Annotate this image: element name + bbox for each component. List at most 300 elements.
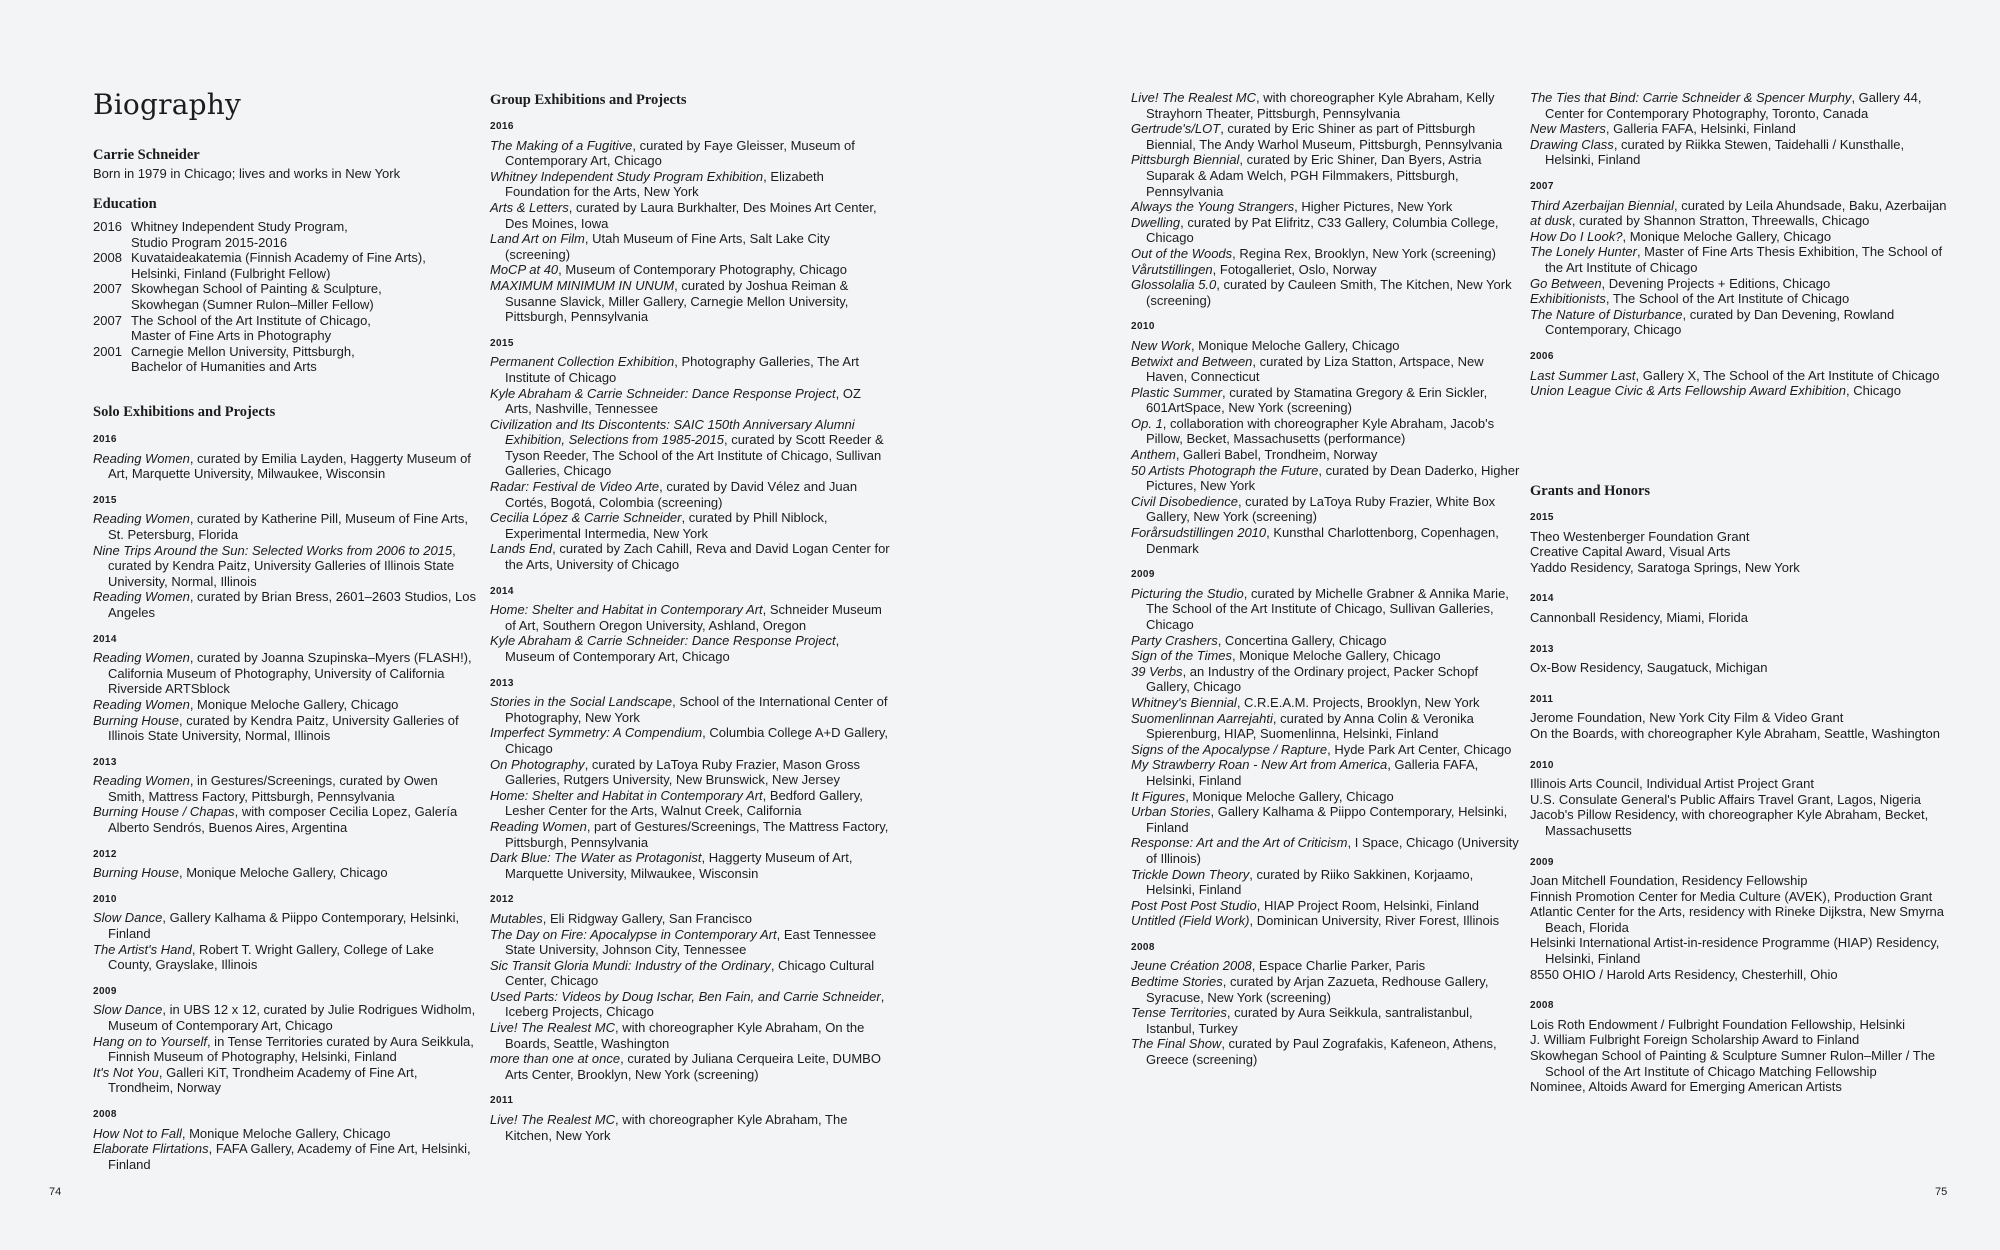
group-exhibition-year: 2008 xyxy=(1131,941,1155,953)
group-exhibition-title: Glossolalia 5.0 xyxy=(1131,277,1217,293)
education-line: Skowhegan School of Painting & Sculpture, xyxy=(131,281,382,297)
group-exhibition-details: , Chicago xyxy=(1846,383,1901,399)
group-exhibition-item xyxy=(1131,958,1521,974)
group-exhibition-item xyxy=(1131,1036,1521,1067)
solo-exhibition-title: Reading Women xyxy=(93,773,190,789)
group-exhibition-item xyxy=(1131,121,1521,152)
group-exhibition-details: , curated by Joshua Reiman & Susanne Slavick, Miller Gallery, Carnegie Mellon University, Pittsburgh, Pennsylvania xyxy=(505,277,849,325)
group-exhibition-details: , curated by Michelle Grabner & Annika Marie, The School of the Art Institute of Chicago, Sullivan Galleries, Chicago xyxy=(1146,585,1509,632)
group-exhibition-details: , part of Gestures/Screenings, The Mattress Factory, Pittsburgh, Pennsylvania xyxy=(505,818,889,850)
page-number-right: 75 xyxy=(1935,1186,1948,1198)
artist-bio: Born in 1979 in Chicago; lives and works in New York xyxy=(93,165,401,181)
group-exhibition-item xyxy=(490,138,890,169)
group-exhibition-title: Third Azerbaijan Biennial xyxy=(1530,197,1675,213)
group-exhibition-title: Home: Shelter and Habitat in Contemporary Art xyxy=(490,787,763,803)
group-exhibition-item xyxy=(1530,244,1950,275)
group-exhibition-item xyxy=(1530,213,1950,229)
group-exhibition-title: MAXIMUM MINIMUM IN UNUM xyxy=(490,277,675,293)
group-exhibition-item xyxy=(1530,291,1950,307)
grant-item: Ox-Bow Residency, Saugatuck, Michigan xyxy=(1530,660,1768,676)
group-exhibition-title: Post Post Post Studio xyxy=(1131,897,1257,913)
education-line: Helsinki, Finland (Fulbright Fellow) xyxy=(131,265,331,281)
group-exhibition-item xyxy=(1131,664,1521,695)
solo-exhibition-item xyxy=(93,1126,478,1142)
group-exhibition-title: Whitney's Biennial xyxy=(1131,694,1237,710)
group-exhibition-details: , Espace Charlie Parker, Paris xyxy=(1251,958,1426,974)
education-text xyxy=(131,313,371,344)
group-exhibition-item xyxy=(490,386,890,417)
group-exhibition-details: , East Tennessee State University, Johnson City, Tennessee xyxy=(505,926,877,958)
group-exhibition-item xyxy=(490,850,890,881)
group-exhibition-title: Tense Territories xyxy=(1131,1005,1227,1021)
group-exhibition-title: Permanent Collection Exhibition xyxy=(490,354,675,370)
group-exhibition-title: New Masters xyxy=(1530,121,1606,137)
group-exhibition-details: , Concertina Gallery, Chicago xyxy=(1217,632,1387,648)
group-exhibition-title: Vårutstillingen xyxy=(1131,261,1213,277)
grant-item: Atlantic Center for the Arts, residency with Rineke Dijkstra, New Smyrna Beach, Florida xyxy=(1530,904,1944,935)
group-exhibition-item xyxy=(1131,648,1521,664)
group-exhibition-item xyxy=(1131,633,1521,649)
group-exhibition-item xyxy=(1131,835,1521,866)
group-exhibition-year: 2006 xyxy=(1530,350,1554,362)
grant-item: Cannonball Residency, Miami, Florida xyxy=(1530,609,1748,625)
group-exhibition-details: , curated by Dan Devening, Rowland Contemporary, Chicago xyxy=(1545,306,1895,338)
grant-year: 2009 xyxy=(1530,856,1554,868)
group-exhibition-item xyxy=(490,479,890,510)
group-exhibition-item xyxy=(1530,121,1950,137)
group-exhibition-title: Used Parts: Videos by Doug Ischar, Ben Fain, and Carrie Schneider xyxy=(490,988,881,1004)
group-exhibition-details: , Monique Meloche Gallery, Chicago xyxy=(1185,788,1394,804)
group-exhibition-details: , curated by Anna Colin & Veronika Spierenburg, HIAP, Suomenlinna, Helsinki, Finland xyxy=(1146,710,1474,742)
solo-exhibition-details: , Monique Meloche Gallery, Chicago xyxy=(179,865,388,881)
group-exhibition-title: Always the Young Strangers xyxy=(1131,199,1295,215)
group-exhibition-item xyxy=(490,633,890,664)
solo-exhibition-year: 2015 xyxy=(93,494,117,506)
group-exhibition-item xyxy=(1530,307,1950,338)
group-exhibition-details: , Chicago Cultural Center, Chicago xyxy=(505,957,875,989)
solo-exhibition-year: 2010 xyxy=(93,893,117,905)
group-exhibition-details: , Galleri Babel, Trondheim, Norway xyxy=(1175,447,1378,463)
group-exhibition-title: Anthem xyxy=(1131,447,1176,463)
group-exhibition-title: Op. 1 xyxy=(1131,415,1163,431)
group-exhibition-title: Kyle Abraham & Carrie Schneider: Dance Response Project xyxy=(490,385,836,401)
group-exhibition-item xyxy=(490,354,890,385)
group-exhibition-details: , curated by Faye Gleisser, Museum of Contemporary Art, Chicago xyxy=(505,137,855,169)
grant-year: 2011 xyxy=(1530,693,1554,705)
group-exhibition-details: , curated by Arjan Zazueta, Redhouse Gallery, Syracuse, New York (screening) xyxy=(1146,974,1489,1005)
group-exhibition-details: , curated by David Vélez and Juan Cortés, Bogotá, Colombia (screening) xyxy=(505,479,858,510)
group-exhibition-details: , curated by Juliana Cerqueira Leite, DUMBO Arts Center, Brooklyn, New York (screening) xyxy=(505,1051,881,1082)
group-exhibition-item xyxy=(1131,525,1521,556)
solo-exhibition-item xyxy=(93,543,478,590)
solo-exhibition-year: 2013 xyxy=(93,756,117,768)
solo-exhibition-details: , in UBS 12 x 12, curated by Julie Rodrigues Widholm, Museum of Contemporary Art, Chicago xyxy=(108,1002,476,1033)
group-exhibition-item xyxy=(490,169,890,200)
group-exhibition-title: Sic Transit Gloria Mundi: Industry of the Ordinary xyxy=(490,957,771,973)
education-year: 2016 xyxy=(93,219,122,234)
group-exhibition-title: Gertrude's/LOT xyxy=(1131,121,1221,137)
group-exhibition-item xyxy=(1530,368,1950,384)
page-title: Biography xyxy=(93,88,241,121)
education-item xyxy=(93,281,493,312)
group-exhibition-details: , curated by Phill Niblock, Experimental Intermedia, New York xyxy=(505,510,828,541)
group-exhibition-item xyxy=(490,541,890,572)
group-exhibition-details: , curated by Leila Ahundsade, Baku, Azerbaijan xyxy=(1674,197,1947,213)
solo-exhibition-title: Burning House / Chapas xyxy=(93,804,235,820)
solo-exhibition-title: Reading Women xyxy=(93,650,190,666)
group-exhibition-item xyxy=(490,262,890,278)
group-exhibition-year: 2011 xyxy=(490,1095,514,1107)
solo-exhibition-item xyxy=(93,910,478,941)
solo-exhibition-details: , Gallery Kalhama & Piippo Contemporary, Helsinki, Finland xyxy=(108,910,460,942)
group-exhibition-details: , Gallery Kalhama & Piippo Contemporary, Helsinki, Finland xyxy=(1146,804,1508,835)
group-exhibition-title: How Do I Look? xyxy=(1530,228,1623,244)
education-text xyxy=(131,250,426,281)
solo-exhibition-title: Nine Trips Around the Sun: Selected Works from 2006 to 2015 xyxy=(93,542,453,558)
group-exhibition-details: , Dominican University, River Forest, Illinois xyxy=(1249,913,1500,929)
grant-item: Joan Mitchell Foundation, Residency Fellowship xyxy=(1530,873,1808,889)
solo-heading: Solo Exhibitions and Projects xyxy=(93,404,276,420)
group-exhibition-item xyxy=(1131,789,1521,805)
group-exhibition-title: Untitled (Field Work) xyxy=(1131,913,1250,929)
group-exhibition-title: My Strawberry Roan - New Art from America xyxy=(1131,757,1388,773)
group-list-1 xyxy=(490,119,890,1143)
group-exhibition-item xyxy=(1131,416,1521,447)
group-exhibition-details: , Eli Ridgway Gallery, San Francisco xyxy=(542,910,753,926)
education-line: Skowhegan (Sumner Rulon–Miller Fellow) xyxy=(131,296,374,312)
group-exhibition-item xyxy=(1530,229,1950,245)
group-exhibition-title: The Lonely Hunter xyxy=(1530,244,1637,260)
group-exhibition-item xyxy=(1131,90,1521,121)
group-exhibition-details: , Utah Museum of Fine Arts, Salt Lake City (screening) xyxy=(505,231,830,262)
group-exhibition-item xyxy=(490,231,890,262)
grant-item: Illinois Arts Council, Individual Artist Project Grant xyxy=(1530,776,1814,792)
group-exhibition-details: , curated by Eric Shiner, Dan Byers, Astria Suparak & Adam Welch, PGH Filmmakers, Pittsburgh, Pennsylvania xyxy=(1146,152,1482,199)
group-exhibition-item xyxy=(1530,383,1950,399)
group-exhibition-year: 2007 xyxy=(1530,180,1554,192)
education-year: 2001 xyxy=(93,343,122,359)
solo-exhibition-title: Elaborate Flirtations xyxy=(93,1141,209,1157)
group-exhibition-title: On Photography xyxy=(490,756,585,772)
group-exhibition-title: Trickle Down Theory xyxy=(1131,866,1250,882)
group-exhibition-details: , Museum of Contemporary Art, Chicago xyxy=(505,633,840,664)
solo-exhibition-details: , Monique Meloche Gallery, Chicago xyxy=(181,1125,391,1141)
education-item xyxy=(93,219,493,250)
group-exhibition-item xyxy=(1131,586,1521,633)
group-exhibition-item xyxy=(490,788,890,819)
group-exhibition-year: 2010 xyxy=(1131,321,1155,333)
solo-exhibition-item xyxy=(93,589,478,620)
group-exhibition-details: , Haggerty Museum of Art, Marquette University, Milwaukee, Wisconsin xyxy=(505,850,853,881)
group-exhibition-details: , Schneider Museum of Art, Southern Oregon University, Ashland, Oregon xyxy=(505,602,882,633)
solo-exhibition-title: Reading Women xyxy=(93,696,190,712)
solo-exhibition-item xyxy=(93,697,478,713)
group-exhibition-title: Arts & Letters xyxy=(490,199,569,215)
group-exhibition-item xyxy=(490,1051,890,1082)
group-exhibition-details: , Bedford Gallery, Lesher Center for the Arts, Walnut Creek, California xyxy=(505,787,863,819)
group-exhibition-details: , curated by Riiko Sakkinen, Korjaamo, Helsinki, Finland xyxy=(1146,866,1474,898)
group-exhibition-title: Imperfect Symmetry: A Compendium xyxy=(490,725,703,741)
solo-exhibition-item xyxy=(93,713,478,744)
solo-exhibition-title: Reading Women xyxy=(93,511,190,527)
group-exhibition-title: Union League Civic & Arts Fellowship Award Exhibition xyxy=(1530,383,1847,399)
group-exhibition-details: , Elizabeth Foundation for the Arts, New York xyxy=(505,168,824,200)
solo-exhibition-item xyxy=(93,865,478,881)
group-exhibition-details: , curated by Scott Reeder & Tyson Reeder, The School of the Art Institute of Chicago, Sullivan Galleries, Chicago xyxy=(505,432,884,479)
solo-exhibition-item xyxy=(93,773,478,804)
group-exhibition-title: Dark Blue: The Water as Protagonist xyxy=(490,850,702,866)
group-exhibition-item xyxy=(1131,338,1521,354)
group-exhibition-title: Picturing the Studio xyxy=(1131,585,1244,601)
education-line: Whitney Independent Study Program, xyxy=(131,219,348,234)
group-exhibition-title: Sign of the Times xyxy=(1131,648,1233,664)
group-exhibition-title: Land Art on Film xyxy=(490,231,585,247)
solo-exhibition-title: Slow Dance xyxy=(93,910,163,926)
grant-item: Helsinki International Artist-in-residence Programme (HIAP) Residency, Helsinki, Finland xyxy=(1530,935,1940,967)
group-exhibition-title: Suomenlinnan Aarrejahti xyxy=(1131,710,1273,726)
grant-item: Yaddo Residency, Saratoga Springs, New York xyxy=(1530,559,1800,575)
group-exhibition-title: Forårsudstillingen 2010 xyxy=(1131,525,1267,541)
group-exhibition-details: , curated by Stamatina Gregory & Erin Sickler, 601ArtSpace, New York (screening) xyxy=(1146,384,1488,416)
solo-exhibition-details: , in Tense Territories curated by Aura Seikkula, Finnish Museum of Photography, Helsinki, Finland xyxy=(108,1033,474,1065)
group-exhibition-details: , Hyde Park Art Center, Chicago xyxy=(1327,741,1512,757)
group-exhibition-item xyxy=(490,927,890,958)
group-exhibition-details: , C.R.E.A.M. Projects, Brooklyn, New York xyxy=(1236,694,1480,710)
education-line: Carnegie Mellon University, Pittsburgh, xyxy=(131,343,355,359)
solo-exhibition-details: , curated by Kendra Paitz, University Galleries of Illinois State University, Normal, Illinois xyxy=(108,542,456,589)
grant-item: Creative Capital Award, Visual Arts xyxy=(1530,544,1731,560)
group-exhibition-title: Home: Shelter and Habitat in Contemporary Art xyxy=(490,602,763,618)
group-exhibition-details: , curated by Shannon Stratton, Threewalls, Chicago xyxy=(1571,213,1870,229)
group-exhibition-title: Kyle Abraham & Carrie Schneider: Dance Response Project xyxy=(490,633,836,649)
group-exhibition-title: Out of the Woods xyxy=(1131,245,1233,261)
group-exhibition-title: Radar: Festival de Video Arte xyxy=(490,479,660,495)
education-line: Kuvataideakatemia (Finnish Academy of Fine Arts), xyxy=(131,250,426,266)
solo-exhibition-details: , curated by Kendra Paitz, University Galleries of Illinois State University, Normal, Illinois xyxy=(108,712,459,744)
group-exhibition-item xyxy=(1131,742,1521,758)
education-year: 2008 xyxy=(93,250,122,266)
group-exhibition-details: , Photography Galleries, The Art Institute of Chicago xyxy=(505,354,860,385)
group-exhibition-item xyxy=(1131,277,1521,308)
group-exhibition-item xyxy=(1131,215,1521,246)
group-exhibition-title: Reading Women xyxy=(490,818,587,834)
solo-exhibition-details: , curated by Brian Bress, 2601–2603 Studios, Los Angeles xyxy=(108,589,477,620)
solo-exhibition-details: , with composer Cecilia Lopez, Galería Alberto Sendrós, Buenos Aires, Argentina xyxy=(108,804,458,836)
group-exhibition-details: , OZ Arts, Nashville, Tennessee xyxy=(505,385,861,417)
group-exhibition-title: The Nature of Disturbance xyxy=(1530,306,1683,322)
group-exhibition-title: Exhibitionists xyxy=(1530,291,1606,307)
group-exhibition-details: , curated by Eric Shiner as part of Pittsburgh Biennial, The Andy Warhol Museum, Pittsburgh, Pennsylvania xyxy=(1146,121,1503,152)
grant-year: 2010 xyxy=(1530,759,1554,771)
grant-item: Jerome Foundation, New York City Film & Video Grant xyxy=(1530,710,1844,726)
group-exhibition-details: , Monique Meloche Gallery, Chicago xyxy=(1190,337,1400,353)
group-exhibition-details: , Kunsthal Charlottenborg, Copenhagen, Denmark xyxy=(1146,525,1499,556)
solo-exhibition-item xyxy=(93,650,478,697)
solo-exhibition-item xyxy=(93,1034,478,1065)
education-list xyxy=(93,219,493,375)
education-text xyxy=(131,281,382,312)
group-exhibition-title: The Day on Fire: Apocalypse in Contemporary Art xyxy=(490,926,777,942)
solo-exhibition-title: Burning House xyxy=(93,712,179,728)
group-exhibition-item xyxy=(1131,974,1521,1005)
grant-year: 2014 xyxy=(1530,593,1554,605)
group-exhibition-details: , I Space, Chicago (University of Illinois) xyxy=(1146,835,1519,866)
grant-item: Lois Roth Endowment / Fulbright Foundation Fellowship, Helsinki xyxy=(1530,1016,1906,1032)
group-exhibition-details: , an Industry of the Ordinary project, Packer Schopf Gallery, Chicago xyxy=(1146,663,1479,695)
group-exhibition-item xyxy=(1530,90,1950,121)
group-exhibition-details: , Gallery 44, Center for Contemporary Photography, Toronto, Canada xyxy=(1545,90,1922,121)
group-exhibition-details: , curated by Dean Daderko, Higher Pictures, New York xyxy=(1146,462,1520,494)
group-exhibition-title: Civilization and Its Discontents: SAIC 150th Anniversary Alumni Exhibition, Selections from 1985-2015 xyxy=(490,416,855,448)
grant-item: Jacob's Pillow Residency, with choreographer Kyle Abraham, Becket, Massachusetts xyxy=(1530,807,1929,838)
grant-year: 2013 xyxy=(1530,643,1554,655)
group-exhibition-item xyxy=(1131,898,1521,914)
group-exhibition-title: Plastic Summer xyxy=(1131,384,1223,400)
grants-list xyxy=(1530,510,1950,1095)
solo-exhibition-item xyxy=(93,1002,478,1033)
education-item xyxy=(93,250,493,281)
group-exhibition-details: , with choreographer Kyle Abraham, The Kitchen, New York xyxy=(505,1112,848,1143)
group-exhibition-item xyxy=(1131,494,1521,525)
group-exhibition-item xyxy=(1131,262,1521,278)
group-exhibition-title: Whitney Independent Study Program Exhibition xyxy=(490,168,764,184)
group-exhibition-details: , curated by Pat Elifritz, C33 Gallery, Columbia College, Chicago xyxy=(1146,214,1499,246)
solo-exhibition-year: 2012 xyxy=(93,848,117,860)
group-exhibition-item xyxy=(1131,867,1521,898)
education-item xyxy=(93,344,493,375)
group-exhibition-title: The Final Show xyxy=(1131,1036,1222,1052)
group-exhibition-year: 2009 xyxy=(1131,569,1155,581)
group-exhibition-title: Dwelling xyxy=(1131,214,1181,230)
group-exhibition-details: , collaboration with choreographer Kyle Abraham, Jacob's Pillow, Becket, Massachusetts (performance) xyxy=(1146,415,1495,447)
grant-item: On the Boards, with choreographer Kyle Abraham, Seattle, Washington xyxy=(1530,725,1940,741)
group-exhibition-details: , The School of the Art Institute of Chicago xyxy=(1605,291,1850,307)
group-exhibition-item xyxy=(490,911,890,927)
group-exhibition-title: Betwixt and Between xyxy=(1131,353,1253,369)
group-exhibition-year: 2013 xyxy=(490,677,514,689)
education-year: 2007 xyxy=(93,281,122,297)
group-exhibition-title: Go Between xyxy=(1530,275,1602,291)
solo-exhibition-item xyxy=(93,451,478,482)
group-exhibition-item xyxy=(1131,711,1521,742)
solo-exhibition-title: Slow Dance xyxy=(93,1002,163,1018)
group-exhibition-details: , Monique Meloche Gallery, Chicago xyxy=(1622,228,1832,244)
group-exhibition-item xyxy=(490,602,890,633)
education-text xyxy=(131,344,355,375)
group-exhibition-title: Live! The Realest MC xyxy=(490,1020,615,1036)
group-exhibition-item xyxy=(1131,913,1521,929)
solo-exhibition-year: 2016 xyxy=(93,434,117,445)
group-exhibition-title: Jeune Création 2008 xyxy=(1131,958,1252,974)
grant-item: Theo Westenberger Foundation Grant xyxy=(1530,528,1750,544)
solo-exhibition-details: , curated by Katherine Pill, Museum of Fine Arts, St. Petersburg, Florida xyxy=(108,511,469,542)
group-exhibition-title: Lands End xyxy=(490,541,553,557)
group-exhibition-item xyxy=(1131,246,1521,262)
group-exhibition-item xyxy=(1530,137,1950,168)
group-exhibition-details: , HIAP Project Room, Helsinki, Finland xyxy=(1256,897,1480,913)
group-exhibition-item xyxy=(1131,354,1521,385)
group-exhibition-details: , Devening Projects + Editions, Chicago xyxy=(1601,275,1831,291)
education-line: The School of the Art Institute of Chicago, xyxy=(131,312,371,328)
artist-header xyxy=(93,148,483,181)
grant-item: J. William Fulbright Foreign Scholarship Award to Finland xyxy=(1530,1032,1860,1048)
group-exhibition-details: , Gallery X, The School of the Art Institute of Chicago xyxy=(1635,367,1940,383)
group-exhibition-item xyxy=(1131,199,1521,215)
group-exhibition-title: Signs of the Apocalypse / Rapture xyxy=(1131,741,1328,757)
group-exhibition-details: , Museum of Contemporary Photography, Chicago xyxy=(558,262,847,278)
group-exhibition-item xyxy=(1131,1005,1521,1036)
group-list-3 xyxy=(1530,90,1950,399)
group-exhibition-details: , curated by LaToya Ruby Frazier, Mason Gross Galleries, Rutgers University, New Brunswick, New Jersey xyxy=(505,756,860,788)
group-exhibition-details: , curated by Liza Statton, Artspace, New Haven, Connecticut xyxy=(1146,353,1484,385)
group-exhibition-details: , curated by Aura Seikkula, santralistanbul, Istanbul, Turkey xyxy=(1146,1005,1473,1036)
solo-exhibition-title: The Artist's Hand xyxy=(93,941,192,957)
group-exhibition-item xyxy=(490,725,890,756)
group-exhibition-item xyxy=(1131,463,1521,494)
grant-item: Skowhegan School of Painting & Sculpture Sumner Rulon–Miller / The School of the Art Institute of Chicago Matching Fellowship xyxy=(1530,1048,1936,1079)
group-exhibition-details: , curated by Zach Cahill, Reva and David Logan Center for the Arts, University of Chicago xyxy=(505,541,890,573)
grant-year: 2008 xyxy=(1530,1000,1554,1012)
solo-exhibition-year: 2008 xyxy=(93,1108,117,1120)
group-exhibition-details: , curated by Cauleen Smith, The Kitchen, New York (screening) xyxy=(1146,277,1512,308)
group-exhibition-item xyxy=(1530,276,1950,292)
group-exhibition-details: , Monique Meloche Gallery, Chicago xyxy=(1232,648,1441,664)
group-exhibition-item xyxy=(1131,152,1521,199)
group-exhibition-title: Stories in the Social Landscape xyxy=(490,694,673,710)
group-exhibition-details: , Columbia College A+D Gallery, Chicago xyxy=(505,725,888,756)
group-exhibition-year: 2016 xyxy=(490,121,514,132)
group-exhibition-item xyxy=(490,989,890,1020)
group-exhibition-details: , with choreographer Kyle Abraham, On the Boards, Seattle, Washington xyxy=(505,1020,865,1051)
group-exhibition-details: , Galleria FAFA, Helsinki, Finland xyxy=(1605,121,1796,137)
group-exhibition-item xyxy=(490,757,890,788)
group-exhibition-year: 2012 xyxy=(490,894,514,906)
education-line: Bachelor of Humanities and Arts xyxy=(131,359,317,375)
education-item xyxy=(93,313,493,344)
group-exhibition-item xyxy=(490,278,890,325)
artist-name: Carrie Schneider xyxy=(93,147,200,163)
solo-exhibition-title: How Not to Fall xyxy=(93,1125,182,1141)
group-exhibition-item xyxy=(490,1020,890,1051)
group-exhibition-title: MoCP at 40 xyxy=(490,262,559,278)
education-text xyxy=(131,219,348,250)
group-exhibition-title: Last Summer Last xyxy=(1530,367,1636,383)
solo-exhibition-item xyxy=(93,942,478,973)
group-exhibition-title: Bedtime Stories xyxy=(1131,974,1223,990)
group-exhibition-details: , curated by LaToya Ruby Frazier, White Box Gallery, New York (screening) xyxy=(1146,493,1496,525)
grant-item: U.S. Consulate General's Public Affairs Travel Grant, Lagos, Nigeria xyxy=(1530,791,1921,807)
group-exhibition-details: , Regina Rex, Brooklyn, New York (screening) xyxy=(1232,245,1496,261)
grant-item: 8550 OHIO / Harold Arts Residency, Chesterhill, Ohio xyxy=(1530,966,1838,982)
solo-exhibition-title: It's Not You xyxy=(93,1064,159,1080)
solo-exhibition-details: , Galleri KiT, Trondheim Academy of Fine Art, Trondheim, Norway xyxy=(108,1064,418,1096)
group-exhibition-details: , curated by Paul Zografakis, Kafeneon, Athens, Greece (screening) xyxy=(1146,1036,1497,1068)
group-exhibition-details: , with choreographer Kyle Abraham, Kelly Strayhorn Theater, Pittsburgh, Pennsylvania xyxy=(1146,90,1495,121)
group-exhibition-title: It Figures xyxy=(1131,788,1186,804)
group-exhibition-details: , Fotogalleriet, Oslo, Norway xyxy=(1212,261,1377,277)
group-exhibition-item xyxy=(1131,757,1521,788)
solo-exhibition-year: 2009 xyxy=(93,985,117,997)
group-exhibition-item xyxy=(490,1112,890,1143)
group-exhibition-details: , Iceberg Projects, Chicago xyxy=(505,988,885,1020)
solo-exhibition-details: , curated by Emilia Layden, Haggerty Museum of Art, Marquette University, Milwaukee, Wisconsin xyxy=(108,450,471,482)
group-exhibition-title: The Making of a Fugitive xyxy=(490,137,633,153)
solo-exhibition-title: Hang on to Yourself xyxy=(93,1033,207,1049)
group-exhibition-details: , Master of Fine Arts Thesis Exhibition, The School of the Art Institute of Chicago xyxy=(1545,244,1943,275)
solo-list xyxy=(93,432,478,1172)
education-year: 2007 xyxy=(93,312,122,328)
solo-exhibition-item xyxy=(93,1141,478,1172)
